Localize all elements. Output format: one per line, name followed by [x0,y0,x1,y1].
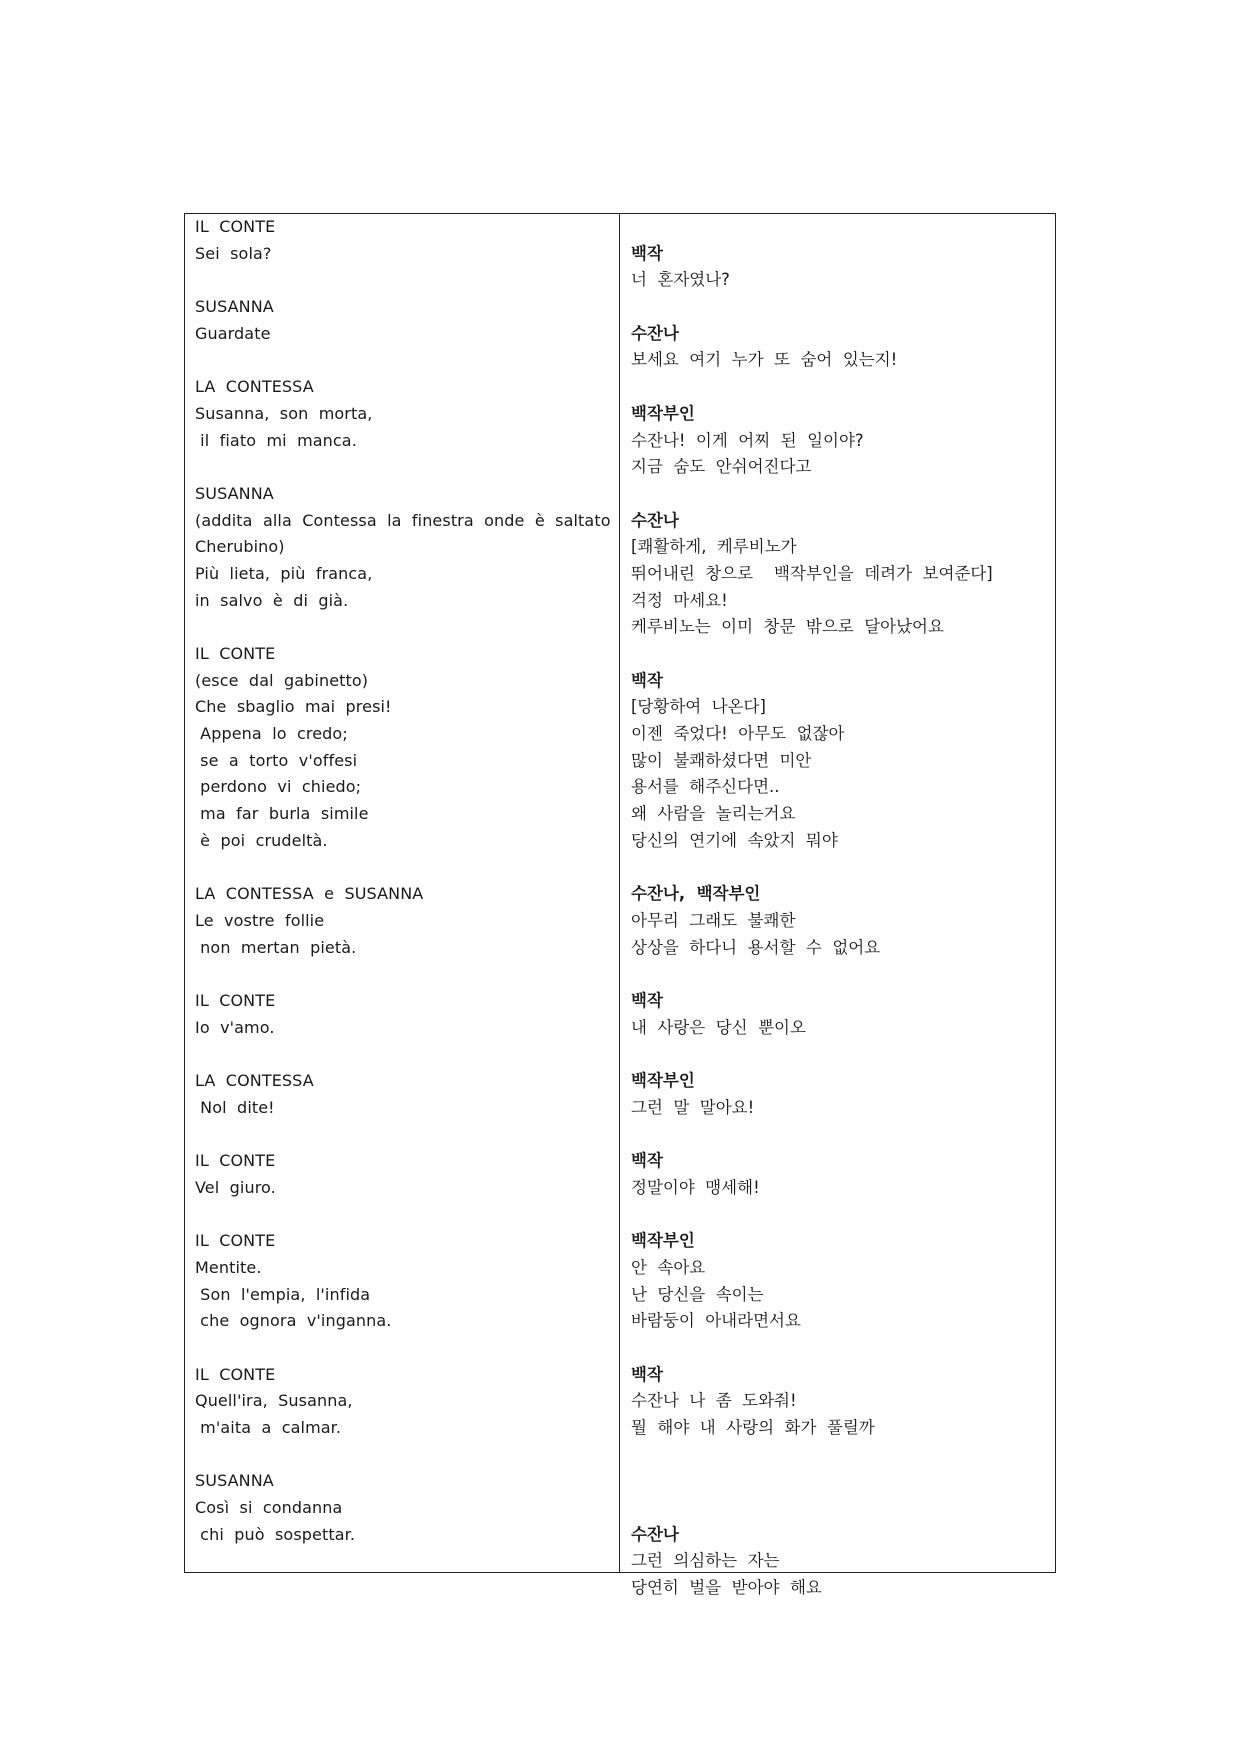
spacer [195,1335,619,1362]
lyric-line: Mentite. [195,1257,262,1277]
speaker-name: IL CONTE [195,217,276,236]
spacer [195,1121,619,1148]
lyric-line: 상상을 하다니 용서할 수 없어요 [631,937,881,957]
speaker-name: LA CONTESSA [195,377,314,397]
speaker-name: 백작 [631,1151,663,1171]
lyric-line: 당신의 연기에 속았지 뭐야 [631,830,838,850]
spacer [631,294,1055,321]
spacer [195,614,619,641]
lyric-line: (addita alla Contessa la finestra onde è saltato [195,510,611,530]
lyric-line: 정말이야 맹세해! [631,1177,760,1197]
spacer [195,855,619,882]
lyric-line: ma far burla simile [195,804,369,824]
lyric-line: Più lieta, più franca, [195,563,373,583]
speaker-name: 백작부인 [631,403,695,423]
lyric-line: 안 속아요 [631,1257,706,1277]
spacer [631,374,1055,401]
spacer [631,1335,1055,1362]
spacer [631,481,1055,508]
lyric-line: Son l'empia, l'infida [195,1284,371,1304]
lyric-line: 수잔나! 이게 어찌 된 일이야? [631,430,864,450]
lyric-line: 많이 불쾌하셨다면 미안 [631,750,812,770]
korean-column [620,214,1055,1598]
italian-column [185,214,620,1572]
lyric-line: Susanna, son morta, [195,403,373,423]
lyric-line: perdono vi chiedo; [195,777,362,797]
lyric-line: 내 사랑은 당신 뿐이오 [631,1017,806,1037]
speaker-name: 수잔나 [631,1524,679,1544]
lyric-line: Io v'amo. [195,1017,275,1037]
lyric-line: 걱정 마세요! [631,590,728,610]
lyric-line: Vel giuro. [195,1177,276,1197]
spacer [631,1495,1055,1522]
lyric-line: Appena lo credo; [195,724,348,744]
lyric-line: 보세요 여기 누가 또 숨어 있는지! [631,350,898,370]
spacer [631,641,1055,668]
spacer [195,1041,619,1068]
lyric-line: 이젠 죽었다! 아무도 없잖아 [631,724,845,744]
lyric-line: [쾌활하게, 케루비노가 [631,537,797,557]
lyric-line: 아무리 그래도 불쾌한 [631,910,796,930]
speaker-name: 수잔나 [631,510,679,530]
speaker-name: 백작 [631,990,663,1010]
lyric-line: 케루비노는 이미 창문 밖으로 달아났어요 [631,617,944,637]
lyric-line: Guardate [195,323,271,343]
spacer [631,214,1055,241]
lyric-line: 그런 의심하는 자는 [631,1551,780,1571]
lyric-line: 그런 말 말아요! [631,1097,755,1117]
spacer [631,1201,1055,1228]
lyric-line: 수잔나 나 좀 도와줘! [631,1391,797,1411]
libretto-table [184,213,1056,1598]
spacer [631,1442,1055,1469]
lyric-line: chi può sospettar. [195,1524,356,1544]
spacer [195,961,619,988]
speaker-name: 수잔나, 백작부인 [631,884,761,904]
lyric-line: Così si condanna [195,1498,343,1517]
lyric-line: se a torto v'offesi [195,750,358,770]
spacer [195,1442,619,1469]
lyric-line: [당황하여 나온다] [631,697,766,717]
lyric-line: Quell'ira, Susanna, [195,1391,353,1411]
spacer [195,1201,619,1228]
speaker-name: 백작부인 [631,1071,695,1090]
lyric-line: 난 당신을 속이는 [631,1284,764,1304]
lyric-line: 너 혼자였나? [631,270,730,290]
spacer [631,1468,1055,1495]
lyric-line: 뭘 해야 내 사랑의 화가 풀릴까 [631,1417,875,1437]
spacer [631,855,1055,882]
lyric-line: è poi crudeltà. [195,830,328,850]
lyric-line: Sei sola? [195,243,272,263]
speaker-name: 백작부인 [631,1231,695,1251]
lyric-line: Che sbaglio mai presi! [195,697,392,717]
spacer [195,347,619,374]
lyric-line: 왜 사람을 놀리는거요 [631,804,796,824]
spacer [631,961,1055,988]
lyric-line: 용서를 해주신다면.. [631,777,780,797]
spacer [631,1121,1055,1148]
lyric-line: 지금 숨도 안쉬어진다고 [631,457,812,477]
speaker-name: SUSANNA [195,483,274,503]
speaker-name: LA CONTESSA e SUSANNA [195,884,424,904]
speaker-name: SUSANNA [195,1471,274,1491]
speaker-name: 백작 [631,1364,663,1384]
lyric-line: Cherubino) [195,537,285,557]
lyric-line: in salvo è di già. [195,590,349,610]
lyric-line: non mertan pietà. [195,937,357,957]
speaker-name: IL CONTE [195,1231,276,1251]
spacer [195,267,619,294]
speaker-name: 백작 [631,670,663,690]
lyric-line: m'aita a calmar. [195,1417,342,1437]
lyric-line: (esce dal gabinetto) [195,670,369,690]
speaker-name: SUSANNA [195,297,274,317]
lyric-line: 바람둥이 아내라면서요 [631,1311,801,1331]
spacer [631,1041,1055,1068]
lyric-line: 당연히 벌을 받아야 해요 [631,1578,822,1598]
lyric-line: che ognora v'inganna. [195,1311,392,1331]
speaker-name: IL CONTE [195,1364,276,1384]
lyric-line: Nol dite! [195,1097,275,1117]
speaker-name: IL CONTE [195,644,276,663]
spacer [195,454,619,481]
lyric-line: Le vostre follie [195,910,325,930]
lyric-line: il fiato mi manca. [195,430,357,450]
speaker-name: IL CONTE [195,990,276,1010]
speaker-name: LA CONTESSA [195,1071,314,1090]
speaker-name: 백작 [631,243,663,263]
speaker-name: IL CONTE [195,1151,276,1171]
speaker-name: 수잔나 [631,323,679,343]
lyric-line: 뛰어내린 창으로 백작부인을 데려가 보여준다] [631,563,993,583]
